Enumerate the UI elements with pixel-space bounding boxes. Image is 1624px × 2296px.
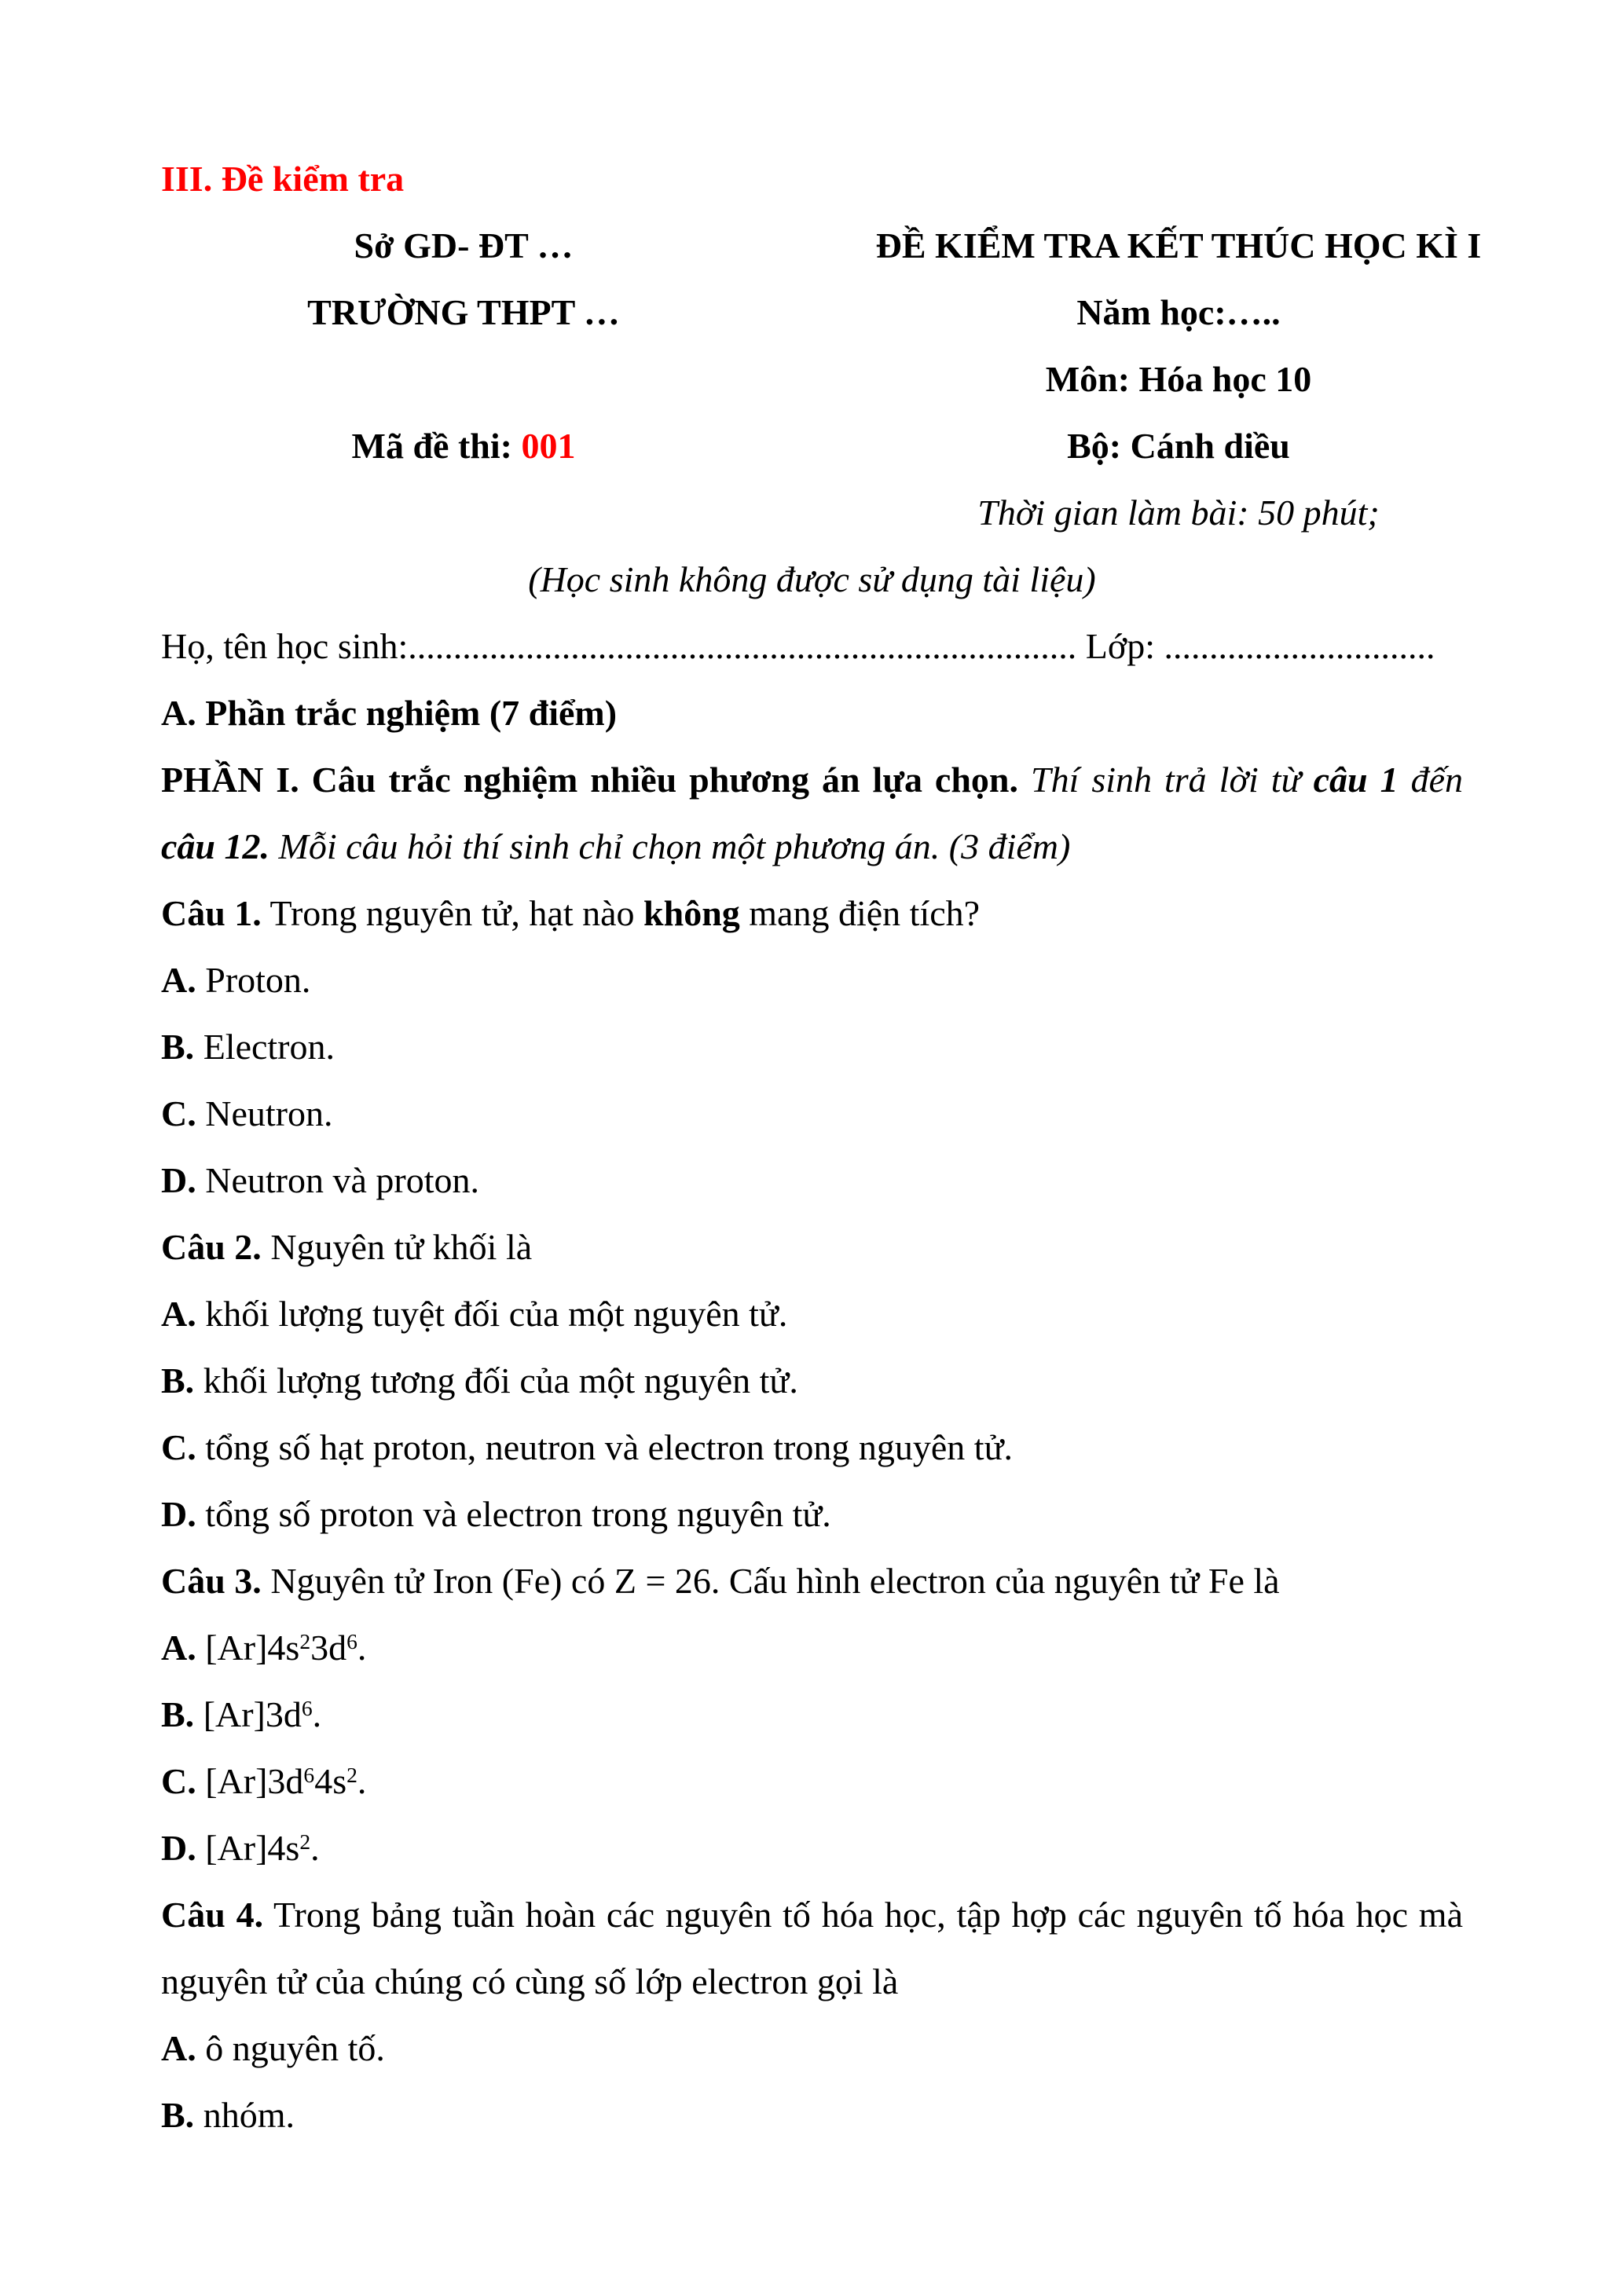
question-1-option-c [161,1080,1463,1147]
option-letter: A. [161,960,196,1000]
option-text: ô nguyên tố. [196,2028,385,2068]
question-3-option-b [161,1681,1463,1748]
department-name: Sở GD- ĐT … [354,225,574,265]
electron-config: . [357,1628,367,1668]
question-4-option-b [161,2082,1463,2148]
section-heading: III. Đề kiểm tra [161,159,405,199]
part1-instruction-run-2: đến [1398,760,1463,800]
question-1-option-b [161,1013,1463,1080]
exam-code-line [161,412,766,479]
option-letter: A. [161,2028,196,2068]
part1-range-start: câu 1 [1313,760,1399,800]
option-letter: B. [161,1360,195,1401]
option-letter: A. [161,1294,196,1334]
question-1-text-2: mang điện tích? [739,893,981,933]
option-text: tổng số hạt proton, neutron và electron trong nguyên tử. [196,1427,1014,1467]
header-left-column [161,212,766,546]
option-text: Electron. [194,1027,335,1067]
school-year: Năm học:….. [1076,292,1281,332]
question-4 [161,1881,1463,2015]
school-name: TRƯỜNG THPT … [307,292,620,332]
part1-instruction-run-1: Thí sinh trả lời từ [1018,760,1314,800]
student-name-label: Họ, tên học sinh: [161,626,409,666]
question-2-label: Câu 2. [161,1227,262,1267]
part1-range-end: câu 12. [161,826,269,866]
option-letter: D. [161,1494,196,1534]
option-letter: C. [161,1761,196,1801]
part1-heading-run: PHẦN I. Câu trắc nghiệm nhiều phương án lựa chọn. [161,760,1019,800]
question-4-label: Câu 4. [161,1895,264,1935]
exam-code-value: 001 [521,426,576,466]
superscript: 6 [346,1629,357,1654]
superscript: 6 [303,1763,315,1788]
question-3-option-a [161,1614,1463,1681]
question-2-option-b [161,1347,1463,1414]
option-text: tổng số proton và electron trong nguyên tử. [196,1494,831,1534]
option-letter: B. [161,1694,195,1734]
exam-code-label: Mã đề thi: [351,426,522,466]
option-letter: B. [161,1027,195,1067]
question-4-option-a [161,2015,1463,2082]
option-text: khối lượng tương đối của một nguyên tử. [194,1360,798,1401]
student-info-line [161,613,1463,679]
option-letter: A. [161,1628,196,1668]
question-1-text-bold: không [643,893,740,933]
option-text: Proton. [196,960,311,1000]
electron-config: . [310,1828,320,1868]
no-materials-note: (Học sinh không được sử dụng tài liệu) [528,559,1096,599]
option-letter: C. [161,1427,196,1467]
superscript: 2 [346,1763,357,1788]
question-2-text: Nguyên tử khối là [261,1227,533,1267]
question-2-option-c [161,1414,1463,1481]
question-3 [161,1547,1463,1614]
question-4-text: Trong bảng tuần hoàn các nguyên tố hóa học, tập hợp các nguyên tố hóa học mà nguyên tử của chúng có cùng số lớp electron gọi là [161,1895,1463,2001]
question-3-text: Nguyên tử Iron (Fe) có Z = 26. Cấu hình electron của nguyên tử Fe là [261,1561,1280,1601]
question-1-label: Câu 1. [161,893,262,933]
electron-config: [Ar]4s [196,1628,300,1668]
option-text: khối lượng tuyệt đối của một nguyên tử. [196,1294,788,1334]
question-3-option-d [161,1814,1463,1881]
electron-config: [Ar]3d [194,1694,302,1734]
part-a-heading: A. Phần trắc nghiệm (7 điểm) [161,693,618,733]
blank-line [161,346,766,412]
option-letter: C. [161,1093,196,1133]
question-1-option-d [161,1147,1463,1214]
question-1-text-1: Trong nguyên tử, hạt nào [261,893,644,933]
question-1 [161,880,1463,947]
superscript: 2 [299,1629,311,1654]
option-letter: B. [161,2095,195,2135]
superscript: 2 [299,1829,311,1855]
question-2 [161,1214,1463,1280]
duration-line: Thời gian làm bài: 50 phút; [977,493,1380,533]
question-2-option-d [161,1481,1463,1547]
option-letter: D. [161,1828,196,1868]
electron-config: 4s [314,1761,347,1801]
electron-config: [Ar]4s [196,1828,300,1868]
header-right-column [766,212,1591,546]
option-text: Neutron. [196,1093,333,1133]
class-label: Lớp: [1076,626,1164,666]
exam-title: ĐỀ KIỂM TRA KẾT THÚC HỌC KÌ I [875,225,1482,265]
question-1-option-a [161,947,1463,1013]
exam-header [161,212,1591,546]
question-2-option-a [161,1280,1463,1347]
part1-intro-paragraph [161,746,1463,880]
book-set-line: Bộ: Cánh diều [1067,426,1290,466]
question-3-option-c [161,1748,1463,1814]
option-letter: D. [161,1160,196,1200]
electron-config: . [312,1694,322,1734]
subject-line: Môn: Hóa học 10 [1045,359,1312,399]
student-name-dotted-blank: .......................................................................... [408,626,1077,666]
electron-config: [Ar]3d [196,1761,304,1801]
option-text: nhóm. [194,2095,295,2135]
superscript: 6 [301,1696,313,1721]
option-text: Neutron và proton. [196,1160,479,1200]
electron-config: . [357,1761,367,1801]
question-3-label: Câu 3. [161,1561,262,1601]
class-dotted-blank: .............................. [1164,626,1435,666]
electron-config: 3d [310,1628,347,1668]
part1-instruction-run-3: Mỗi câu hỏi thí sinh chỉ chọn một phương án. (3 điểm) [269,826,1071,866]
